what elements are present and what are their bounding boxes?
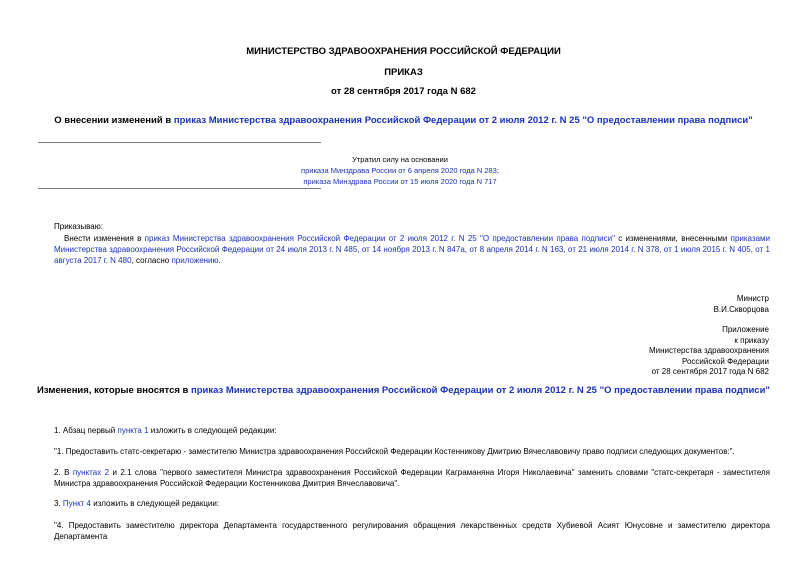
change-item-3	[54, 499, 219, 508]
change-1-text-b: изложить в следующей редакции:	[148, 426, 277, 435]
change-item-2	[54, 467, 770, 489]
change-2-text-b: и 2.1 слова "первого заместителя Министра здравоохранения Российской Федерации Каграманяна Игоря Николаевича" заменить словами "статс-секретаря - заместителя Министра здравоохранения Российской Федерации Костенникова Дмитрия Вячеславовича".	[54, 468, 770, 488]
changes-title	[0, 385, 807, 396]
order-text-b: с изменениями, внесенными	[614, 234, 731, 243]
appendix-block	[649, 325, 769, 378]
order-text-a: Внести изменения в	[64, 234, 145, 243]
expired-link-1[interactable]: приказа Минздрава России от 6 апреля 2020 года N 283	[301, 166, 497, 175]
expired-sep: ;	[496, 166, 499, 175]
signature-name: В.И.Скворцова	[713, 305, 769, 314]
appendix-line-5: от 28 сентября 2017 года N 682	[651, 367, 769, 376]
appendix-line-1: Приложение	[722, 325, 769, 334]
divider-bottom	[38, 188, 321, 189]
signature-position: Министр	[736, 294, 769, 303]
change-item-1	[54, 426, 277, 435]
change-3-text-b: изложить в следующей редакции:	[91, 499, 220, 508]
expired-link-2[interactable]: приказа Минздрава России от 15 июля 2020 года N 717	[303, 177, 497, 186]
appendix-line-3: Министерства здравоохранения	[649, 346, 769, 355]
order-intro: Приказываю:	[54, 222, 103, 231]
changes-title-prefix: Изменения, которые вносятся в	[37, 385, 192, 396]
change-2-text-a: 2. В	[54, 468, 73, 477]
doc-type-heading: ПРИКАЗ	[384, 67, 423, 78]
title-link[interactable]: приказ Министерства здравоохранения Российской Федерации от 2 июля 2012 г. N 25 "О предоставлении права подписи"	[173, 115, 753, 126]
order-link-appendix[interactable]: приложению	[171, 256, 219, 265]
change-1-text-a: 1. Абзац первый	[54, 426, 118, 435]
appendix-line-2: к приказу	[734, 335, 769, 345]
change-3-link[interactable]: Пункт 4	[62, 499, 91, 508]
change-3-text-a: 3.	[54, 499, 63, 508]
order-paragraph	[54, 233, 770, 266]
change-1-link[interactable]: пункта 1	[117, 426, 149, 435]
doc-date-number: от 28 сентября 2017 года N 682	[331, 86, 476, 97]
change-item-4: "4. Предоставить заместителю директора Департамента государственного регулирования обращения лекарственных средств Хубиевой Асият Юнусовне и заместителю директора Департамента	[54, 521, 770, 541]
expired-label: Утратил силу на основании	[352, 155, 448, 164]
change-item-1-quote: "1. Предоставить статс-секретарю - заместителю Министра здравоохранения Российской Федерации Костенникову Дмитрию Вячеславовичу право подписи следующих документов:".	[54, 447, 735, 456]
expired-note	[300, 154, 500, 187]
order-link-base-order[interactable]: приказ Министерства здравоохранения Российской Федерации от 2 июля 2012 г. N 25 "О предоставлении права подписи"	[144, 234, 615, 243]
order-link-amendments[interactable]: приказами Министерства здравоохранения Российской Федерации от 24 июля 2013 г. N 485, от 14 ноября 2013 г. N 847а, от 8 апреля 2014 г. N 163, от 21 июля 2014 г. N 378, от 1 июля 2015 г. N 405, от 1 августа 2017 г. N 480	[54, 234, 770, 265]
order-text-d: .	[218, 256, 221, 265]
change-2-link[interactable]: пунктах 2	[72, 468, 110, 477]
title-prefix: О внесении изменений в	[54, 115, 174, 126]
document-title	[0, 115, 807, 126]
divider-top	[38, 142, 321, 143]
changes-title-link[interactable]: приказ Министерства здравоохранения Российской Федерации от 2 июля 2012 г. N 25 "О предоставлении права подписи"	[191, 385, 770, 396]
order-text-c: , согласно	[131, 256, 172, 265]
ministry-heading: МИНИСТЕРСТВО ЗДРАВООХРАНЕНИЯ РОССИЙСКОЙ ФЕДЕРАЦИИ	[246, 46, 561, 57]
appendix-line-4: Российской Федерации	[682, 356, 769, 366]
